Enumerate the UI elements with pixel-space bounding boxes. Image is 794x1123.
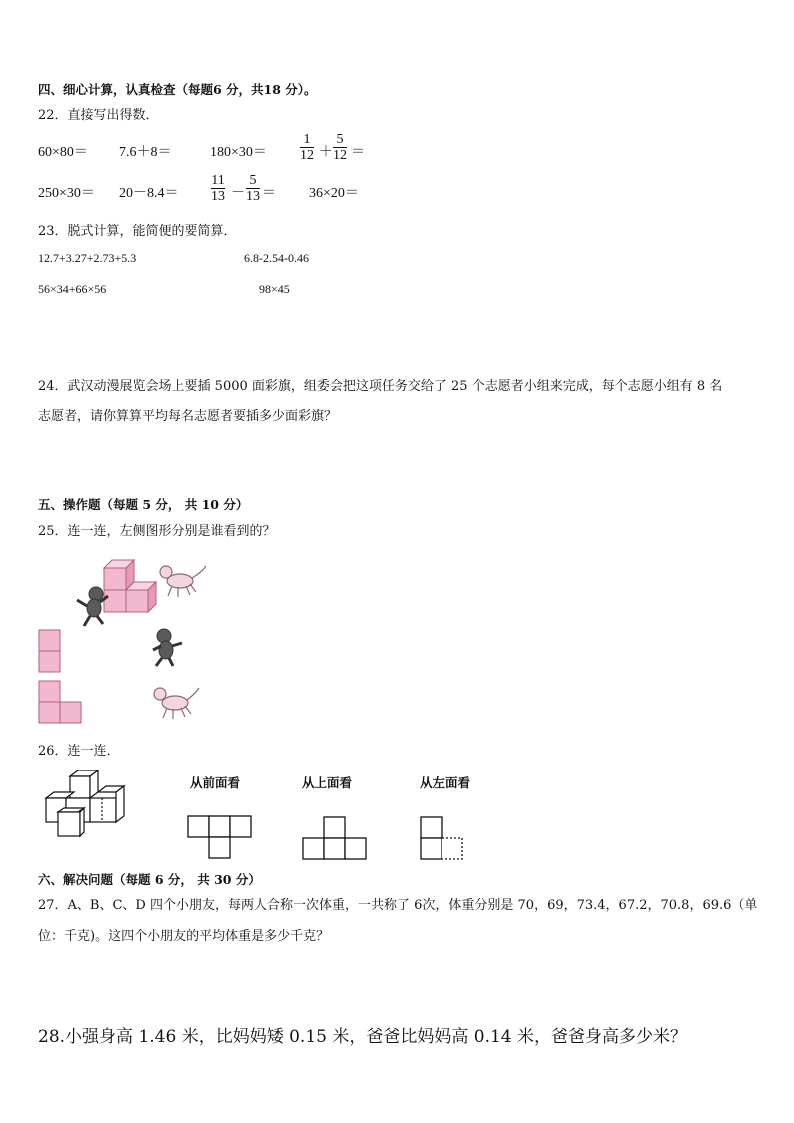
operator: － (231, 186, 245, 201)
dog-icon (154, 688, 199, 719)
numerator: 1 (303, 132, 311, 147)
view-label-left: 从左面看 (420, 775, 471, 790)
monkey-icon (153, 629, 182, 666)
dog-icon (160, 566, 206, 597)
denominator: 12 (300, 148, 314, 163)
q24-line-2: 志愿者，请你算算平均每名志愿者要插多少面彩旗？ (38, 409, 338, 424)
q22-item-3: 180×30＝ (210, 145, 267, 160)
numerator: 11 (211, 173, 225, 188)
denominator: 13 (246, 189, 260, 204)
q24-line-1: 24．武汉动漫展览会场上要插 5000 面彩旗，组委会把这项任务交给了 25 个志愿者小组来完成，每个志愿小组有 8 名 (38, 379, 723, 394)
q25-figure (30, 548, 230, 728)
q25-prompt: 25．连一连，左侧图形分别是谁看到的？ (38, 524, 276, 539)
denominator: 12 (333, 148, 347, 163)
section-4-title: 四、细心计算，认真检查（每题6 分，共18 分）。 (38, 82, 317, 97)
section-5-title: 五、操作题（每题 5 分， 共 10 分） (38, 497, 249, 512)
equals: ＝ (351, 145, 365, 160)
monkey-icon (77, 587, 108, 626)
q22-item-2: 7.6＋8＝ (119, 145, 172, 160)
q23-prompt: 23．脱式计算，能简便的要简算． (38, 224, 237, 239)
q26-prompt: 26．连一连． (38, 744, 120, 759)
q23-item-3: 56×34+66×56 (38, 282, 107, 296)
q23-item-1: 12.7+3.27+2.73+5.3 (38, 251, 137, 265)
view-label-top: 从上面看 (302, 775, 353, 790)
q26-solid (40, 770, 160, 840)
shape-b (39, 681, 81, 723)
q23-item-2: 6.8-2.54-0.46 (244, 251, 309, 265)
shape-a (39, 630, 60, 672)
cube-stack (104, 560, 156, 612)
front-view-shape (186, 812, 256, 862)
view-label-front: 从前面看 (190, 775, 241, 790)
section-6-title: 六、解决问题（每题 6 分， 共 30 分） (38, 872, 261, 887)
numerator: 5 (249, 173, 257, 188)
q22-prompt: 22．直接写出得数． (38, 108, 159, 123)
q22-item-6: 36×20＝ (309, 186, 359, 201)
q22-item-4: 250×30＝ (38, 186, 95, 201)
operator: ＋ (319, 145, 333, 160)
q22-item-1: 60×80＝ (38, 145, 88, 160)
denominator: 13 (211, 189, 225, 204)
q28-text: 28.小强身高 1.46 米，比妈妈矮 0.15 米，爸爸比妈妈高 0.14 米，爸爸身高多少米？ (38, 1027, 688, 1047)
left-view-shape (418, 815, 468, 865)
q27-line-1: 27．A、B、C、D 四个小朋友，每两人合称一次体重，一共称了 6次，体重分别是 70，69，73.4，67.2，70.8，69.6（单 (38, 898, 758, 913)
q27-line-2: 位：千克)。这四个小朋友的平均体重是多少千克？ (38, 929, 330, 944)
equals: ＝ (262, 186, 276, 201)
q23-item-4: 98×45 (259, 282, 290, 296)
numerator: 5 (336, 132, 344, 147)
top-view-shape (302, 815, 372, 865)
q22-item-5: 20－8.4＝ (119, 186, 179, 201)
